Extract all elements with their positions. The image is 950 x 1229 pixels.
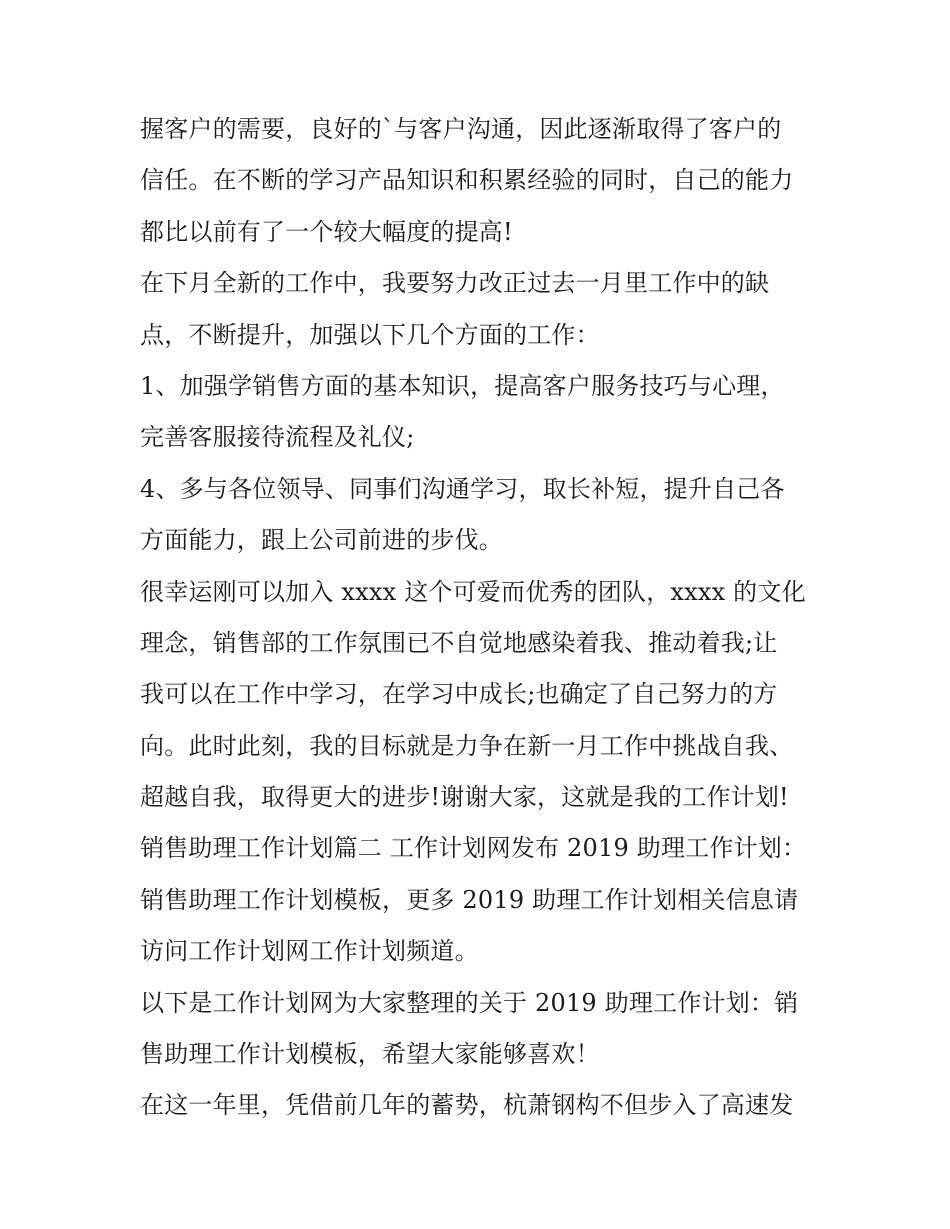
- document-body: [140, 104, 830, 1132]
- text-line: 理念，销售部的工作氛围已不自觉地感染着我、推动着我;让: [140, 628, 778, 657]
- text-line: 完善客服接待流程及礼仪;: [140, 423, 415, 452]
- text-line: 向。此时此刻，我的目标就是力争在新一月工作中挑战自我、: [140, 731, 794, 760]
- text-line: 握客户的需要，良好的`与客户沟通，因此逐渐取得了客户的: [140, 115, 782, 143]
- text-line: 很幸运刚可以加入 xxxx 这个可爱而优秀的团队，xxxx 的文化: [140, 577, 806, 606]
- text-line: 点，不断提升，加强以下几个方面的工作：: [140, 320, 600, 349]
- text-line: 4、多与各位领导、同事们沟通学习，取长补短，提升自己各: [140, 474, 785, 503]
- text-line: 在这一年里，凭借前几年的蓄势，杭萧钢构不但步入了高速发: [140, 1091, 794, 1120]
- text-line: 销售助理工作计划篇二 工作计划网发布 2019 助理工作计划：: [140, 834, 807, 863]
- text-line: 信任。在不断的学习产品知识和积累经验的同时，自己的能力: [140, 166, 794, 195]
- text-line: 我可以在工作中学习，在学习中成长;也确定了自己努力的方: [140, 680, 778, 709]
- text-line: 销售助理工作计划模板，更多 2019 助理工作计划相关信息请: [140, 885, 799, 914]
- text-line: 方面能力，跟上公司前进的步伐。: [140, 526, 503, 555]
- text-line: 售助理工作计划模板，希望大家能够喜欢！: [140, 1040, 600, 1069]
- text-line: 在下月全新的工作中，我要努力改正过去一月里工作中的缺: [140, 269, 770, 298]
- text-line: 超越自我，取得更大的进步!谢谢大家，这就是我的工作计划!: [140, 783, 789, 812]
- text-line: 都比以前有了一个较大幅度的提高!: [140, 217, 513, 246]
- text-line: 1、加强学销售方面的基本知识，提高客户服务技巧与心理，: [140, 371, 785, 400]
- text-line: 以下是工作计划网为大家整理的关于 2019 助理工作计划：销: [140, 988, 799, 1017]
- text-line: 访问工作计划网工作计划频道。: [140, 937, 479, 966]
